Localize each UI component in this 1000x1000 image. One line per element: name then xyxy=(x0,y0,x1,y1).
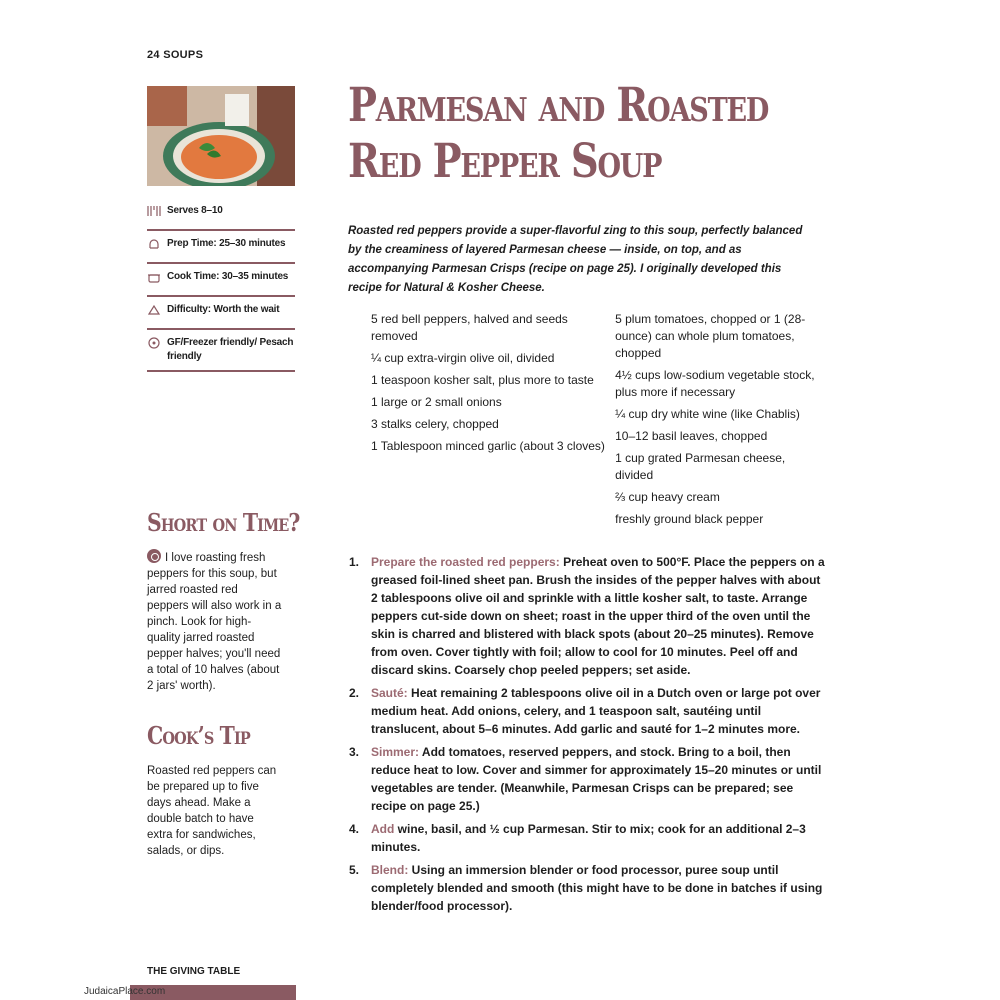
ingredient-item: 4½ cups low-sodium vegetable stock, plus more if necessary xyxy=(615,368,815,399)
ingredient-item: 1 teaspoon kosher salt, plus more to taste xyxy=(371,373,594,387)
ingredient-item: 5 plum tomatoes, chopped or 1 (28-ounce) can whole plum tomatoes, chopped xyxy=(615,312,806,360)
instructions xyxy=(349,553,829,920)
clock-icon xyxy=(147,549,161,563)
ingredient-item: freshly ground black pepper xyxy=(615,512,764,526)
meta-prep-time xyxy=(147,231,295,264)
step-item xyxy=(349,820,829,856)
step-body xyxy=(371,743,829,815)
meta-prep-time-text: Prep Time: 25–30 minutes xyxy=(167,238,286,249)
step-body xyxy=(371,553,829,679)
step-item xyxy=(349,553,829,679)
step-text: Add tomatoes, reserved peppers, and stock. Bring to a boil, then reduce heat to low. Cover and simmer for approximately 15–20 minutes or until vegetables are tender. (Meanwhile, Parmesan Crisps can be prepared; see recipe on page 25.) xyxy=(371,745,822,813)
step-body xyxy=(371,684,829,738)
meta-dietary-text: GF/Freezer friendly/ Pesach friendly xyxy=(167,337,294,362)
pot-icon xyxy=(147,271,161,283)
page-header: 24 SOUPS xyxy=(147,49,204,61)
book-title-footer: THE GIVING TABLE xyxy=(147,966,241,977)
step-body xyxy=(371,861,829,915)
step-text: Preheat oven to 500°F. Place the peppers on a greased foil-lined sheet pan. Brush the insides of the pepper halves with about 2 tablespoons olive oil and sprinkle with a little kosher salt, to taste. Arrange peppers cut-side down on sheet; roast in the upper third of the oven until the skin is charred and blistered with black spots (about 20–25 minutes). Remove from oven. Cover tightly with foil; allow to cool for 10 minutes. Peel off and discard skins. Coarsely chop peeled peppers; set aside. xyxy=(371,555,825,677)
recipe-intro: Roasted red peppers provide a super-flavorful zing to this soup, perfectly balanced by the creaminess of layered Parmesan cheese — inside, on top, and as accompanying Parmesan Crisps (recipe on page 25). I originally developed this recipe for Natural & Kosher Cheese. xyxy=(348,225,803,294)
step-number: 4. xyxy=(349,822,360,836)
step-number: 1. xyxy=(349,555,360,569)
chef-hat-icon xyxy=(147,238,161,250)
step-number: 2. xyxy=(349,686,360,700)
difficulty-icon xyxy=(147,304,161,316)
soup-bowl-icon xyxy=(147,86,295,186)
short-on-time-body: I love roasting fresh peppers for this soup, but jarred roasted red peppers will also work in a pinch. Look for high-quality jarred roasted pepper halves; you'll need a total of 10 halves (about 2 jars' worth). xyxy=(147,552,282,692)
step-label: Prepare the roasted red peppers: xyxy=(371,555,560,569)
ingredient-item: ¼ cup dry white wine (like Chablis) xyxy=(615,407,800,421)
step-item xyxy=(349,684,829,738)
ingredients xyxy=(371,311,821,533)
step-item xyxy=(349,861,829,915)
meta-serves xyxy=(147,198,295,231)
step-label: Add xyxy=(371,822,395,836)
step-label: Blend: xyxy=(371,863,409,877)
ingredient-item: ¼ cup extra-virgin olive oil, divided xyxy=(371,351,555,365)
short-on-time-text xyxy=(147,549,282,694)
cooks-tip-heading: Cook’s Tip xyxy=(147,721,250,750)
ingredients-right-column xyxy=(615,311,821,533)
ingredient-item: 1 large or 2 small onions xyxy=(371,395,502,409)
ingredient-item: ⅔ cup heavy cream xyxy=(615,490,720,504)
meta-difficulty xyxy=(147,297,295,330)
ingredient-item: 10–12 basil leaves, chopped xyxy=(615,429,768,443)
step-label: Sauté: xyxy=(371,686,408,700)
short-on-time-heading: Short on Time? xyxy=(147,508,300,537)
step-text: Using an immersion blender or food processor, puree soup until completely blended and smooth (this might have to be done in batches if using blender/food processor). xyxy=(371,863,823,913)
step-text: Heat remaining 2 tablespoons olive oil in a Dutch oven or large pot over medium heat. Add onions, celery, and 1 teaspoon salt, sautéing until translucent, about 5–6 minutes. Add garlic and sauté for 1–2 minutes more. xyxy=(371,686,821,736)
ingredients-left-column xyxy=(371,311,615,533)
info-icon xyxy=(147,337,161,349)
step-body xyxy=(371,820,829,856)
utensils-icon xyxy=(147,205,161,217)
ingredient-item: 1 Tablespoon minced garlic (about 3 cloves) xyxy=(371,439,605,453)
ingredient-item: 1 cup grated Parmesan cheese, divided xyxy=(615,451,786,482)
step-number: 5. xyxy=(349,863,360,877)
step-number: 3. xyxy=(349,745,360,759)
step-text: wine, basil, and ½ cup Parmesan. Stir to mix; cook for an additional 2–3 minutes. xyxy=(371,822,806,854)
meta-cook-time xyxy=(147,264,295,297)
recipe-title: Parmesan and Roasted Red Pepper Soup xyxy=(348,78,769,189)
watermark: JudaicaPlace.com xyxy=(84,986,166,997)
step-item xyxy=(349,743,829,815)
recipe-meta-list xyxy=(147,198,295,372)
cooks-tip-text: Roasted red peppers can be prepared up to five days ahead. Make a double batch to have extra for sandwiches, salads, or dips. xyxy=(147,765,277,857)
meta-cook-time-text: Cook Time: 30–35 minutes xyxy=(167,271,289,282)
ingredient-item: 5 red bell peppers, halved and seeds removed xyxy=(371,312,568,343)
soup-photo xyxy=(147,86,295,186)
meta-dietary xyxy=(147,330,295,372)
ingredient-item: 3 stalks celery, chopped xyxy=(371,417,499,431)
meta-difficulty-text: Difficulty: Worth the wait xyxy=(167,304,280,315)
meta-serves-text: Serves 8–10 xyxy=(167,205,223,216)
step-label: Simmer: xyxy=(371,745,420,759)
